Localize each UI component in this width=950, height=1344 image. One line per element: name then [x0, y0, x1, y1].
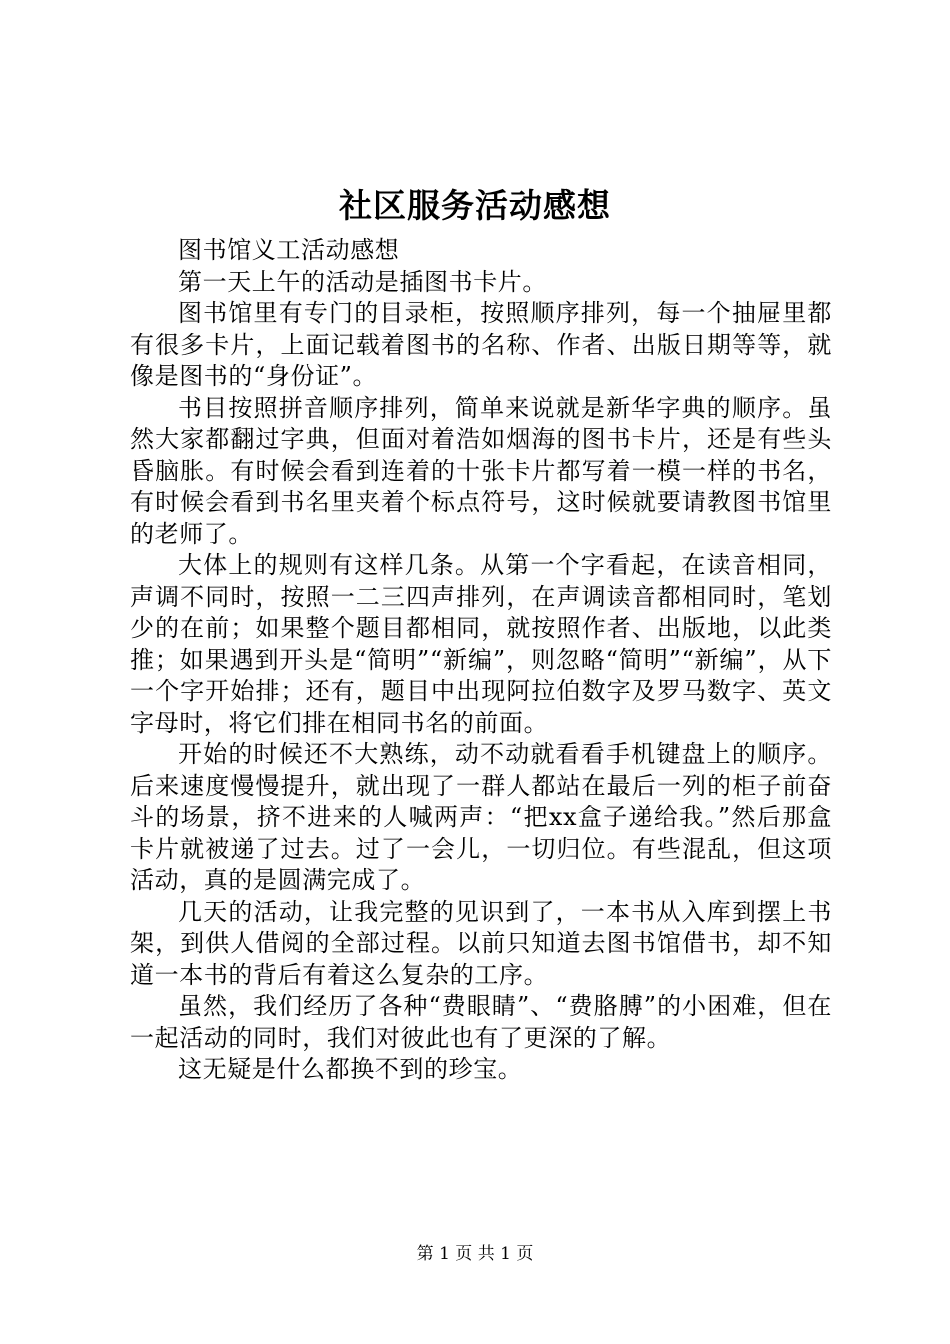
paragraph: 开始的时候还不大熟练，动不动就看看手机键盘上的顺序。后来速度慢慢提升，就出现了一群人都站在最后一列的柜子前奋斗的场景，挤不进来的人喊两声：“把xx盒子递给我。”然后那盒卡片就被递了过去。过了一会儿，一切归位。有些混乱，但这项活动，真的是圆满完成了。	[130, 740, 832, 894]
paragraph: 第一天上午的活动是插图书卡片。	[178, 267, 547, 296]
paragraph: 大体上的规则有这样几条。从第一个字看起，在读音相同，声调不同时，按照一二三四声排列，在声调读音都相同时，笔划少的在前；如果整个题目都相同，就按照作者、出版地，以此类推；如果遇到开头是“简明”“新编”，则忽略“简明”“新编”，从下一个字开始排；还有，题目中出现阿拉伯数字及罗马数字、英文字母时，将它们排在相同书名的前面。	[130, 551, 832, 737]
paragraph: 书目按照拼音顺序排列，简单来说就是新华字典的顺序。虽然大家都翻过字典，但面对着浩如烟海的图书卡片，还是有些头昏脑胀。有时候会看到连着的十张卡片都写着一模一样的书名，有时候会看到书名里夹着个标点符号，这时候就要请教图书馆里的老师了。	[130, 393, 832, 548]
paragraph: 图书馆里有专门的目录柜，按照顺序排列，每一个抽屉里都有很多卡片，上面记载着图书的名称、作者、出版日期等等，就像是图书的“身份证”。	[130, 299, 832, 390]
paragraph: 这无疑是什么都换不到的珍宝。	[178, 1055, 523, 1083]
paragraph: 几天的活动，让我完整的见识到了，一本书从入库到摆上书架，到供人借阅的全部过程。以前只知道去图书馆借书，却不知道一本书的背后有着这么复杂的工序。	[130, 897, 832, 989]
document-body	[130, 235, 832, 1086]
paragraph-subtitle: 图书馆义工活动感想	[178, 236, 400, 264]
page-number-footer: 第 1 页 共 1 页	[416, 1244, 534, 1264]
document-title: 社区服务活动感想	[339, 186, 611, 225]
paragraph: 虽然，我们经历了各种“费眼睛”、“费胳膊”的小困难，但在一起活动的同时，我们对彼此也有了更深的了解。	[130, 992, 832, 1052]
